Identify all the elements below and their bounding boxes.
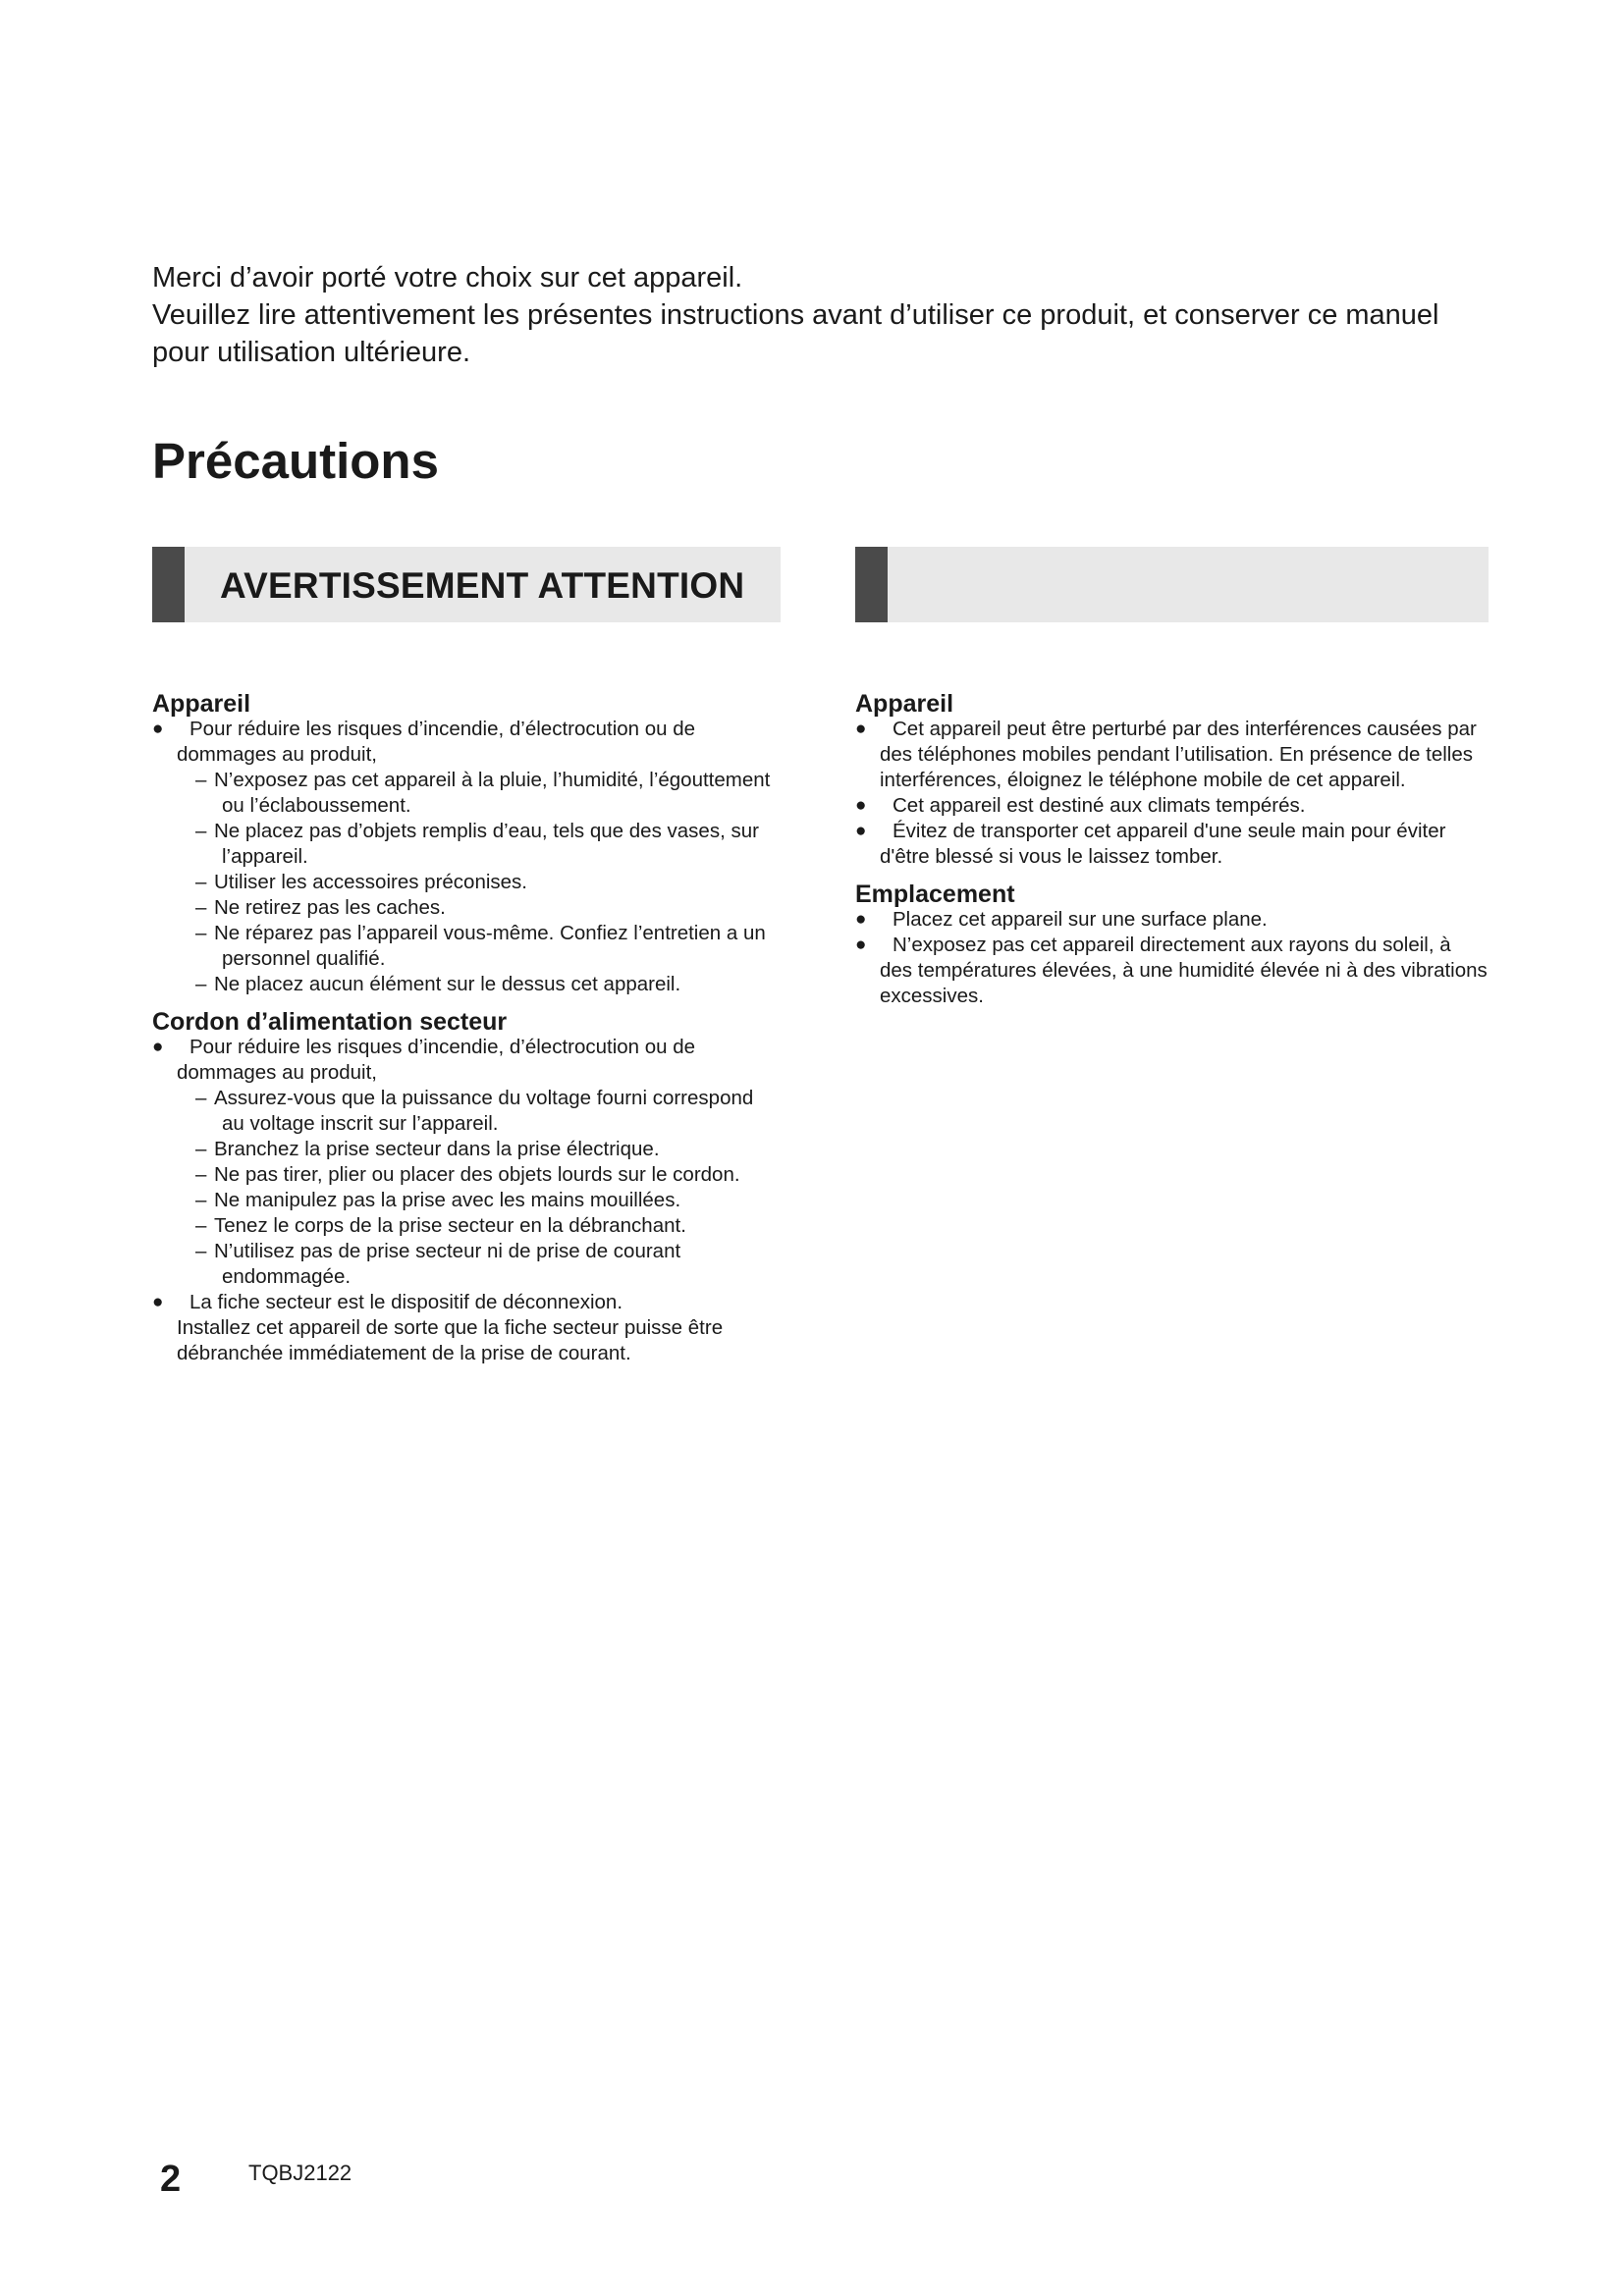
bullet-text: La fiche secteur est le dispositif de déconnexion. <box>189 1291 623 1313</box>
bullet-icon: ● <box>152 1037 164 1057</box>
dash-icon: – <box>195 922 207 944</box>
banner-bar <box>152 547 185 622</box>
list-item <box>855 907 1489 933</box>
bullet-text: Évitez de transporter cet appareil d'une seule main pour éviter d'être blessé si vous le laissez tomber. <box>880 820 1446 868</box>
dash-icon: – <box>195 871 207 893</box>
bullet-list <box>855 717 1489 870</box>
sub-text: Ne placez aucun élément sur le dessus cet appareil. <box>214 973 681 995</box>
sub-list <box>177 1086 781 1290</box>
sub-item <box>177 1137 781 1162</box>
caution-banner <box>855 547 1489 622</box>
intro-line-1: Merci d’avoir porté votre choix sur cet appareil. <box>152 262 743 294</box>
intro-line-2: Veuillez lire attentivement les présentes instructions avant d’utiliser ce produit, et conserver ce manuel pour utilisation ultérieure. <box>152 299 1439 368</box>
bullet-icon: ● <box>855 719 867 739</box>
bullet-text: Cet appareil est destiné aux climats tempérés. <box>893 794 1306 817</box>
bullet-list <box>152 717 781 997</box>
intro-text <box>152 259 1488 371</box>
section-emplacement <box>855 881 1489 1009</box>
left-column <box>152 547 781 1366</box>
note-text: Installez cet appareil de sorte que la fiche secteur puisse être débranchée immédiatement de la prise de courant. <box>177 1316 724 1364</box>
bullet-icon: ● <box>855 934 867 955</box>
bullet-text: Pour réduire les risques d’incendie, d’électrocution ou de dommages au produit, <box>177 718 696 766</box>
document-code: TQBJ2122 <box>248 2161 352 2185</box>
section-cordon <box>152 1009 781 1366</box>
sub-text: Assurez-vous que la puissance du voltage fourni correspond au voltage inscrit sur l’appareil. <box>214 1087 754 1135</box>
bullet-text: Placez cet appareil sur une surface plane. <box>893 908 1268 931</box>
sub-text: Ne pas tirer, plier ou placer des objets lourds sur le cordon. <box>214 1163 740 1186</box>
page-title: Précautions <box>152 433 439 489</box>
sub-item <box>177 819 781 870</box>
sub-item <box>177 895 781 921</box>
bullet-icon: ● <box>152 1292 164 1312</box>
sub-text: Ne réparez pas l’appareil vous-même. Confiez l’entretien a un personnel qualifié. <box>214 922 766 970</box>
list-item <box>855 793 1489 819</box>
sub-text: Ne retirez pas les caches. <box>214 896 446 919</box>
section-appareil-left <box>152 691 781 997</box>
bullet-list <box>152 1035 781 1366</box>
sub-item <box>177 870 781 895</box>
list-item <box>152 717 781 997</box>
right-column <box>855 547 1489 1009</box>
list-item <box>855 819 1489 870</box>
sub-text: Tenez le corps de la prise secteur en la débranchant. <box>214 1214 686 1237</box>
banner-title: AVERTISSEMENT ATTENTION <box>220 565 745 606</box>
warning-banner <box>152 547 781 622</box>
dash-icon: – <box>195 1240 207 1262</box>
bullet-icon: ● <box>152 719 164 739</box>
section-title: Cordon d’alimentation secteur <box>152 1008 508 1036</box>
bullet-icon: ● <box>855 909 867 930</box>
bullet-text: Pour réduire les risques d’incendie, d’électrocution ou de dommages au produit, <box>177 1036 696 1084</box>
sub-text: N’exposez pas cet appareil à la pluie, l’humidité, l’égouttement ou l’éclaboussement. <box>214 769 771 817</box>
bullet-text: Cet appareil peut être perturbé par des interférences causées par des téléphones mobiles pendant l’utilisation. En présence de telles interférences, éloignez le téléphone mobile de cet appareil. <box>880 718 1477 791</box>
dash-icon: – <box>195 1163 207 1186</box>
section-title: Emplacement <box>855 881 1015 908</box>
sub-item <box>177 1162 781 1188</box>
sub-item <box>177 1086 781 1137</box>
dash-icon: – <box>195 1087 207 1109</box>
dash-icon: – <box>195 769 207 791</box>
list-item <box>855 933 1489 1009</box>
bullet-list <box>855 907 1489 1009</box>
dash-icon: – <box>195 1189 207 1211</box>
section-title: Appareil <box>152 690 251 718</box>
bullet-icon: ● <box>855 795 867 816</box>
list-item <box>855 717 1489 793</box>
sub-text: Branchez la prise secteur dans la prise électrique. <box>214 1138 660 1160</box>
sub-item <box>177 972 781 997</box>
sub-item <box>177 921 781 972</box>
sub-item <box>177 768 781 819</box>
banner-bar <box>855 547 888 622</box>
sub-text: N’utilisez pas de prise secteur ni de prise de courant endommagée. <box>214 1240 681 1288</box>
list-item <box>152 1035 781 1290</box>
dash-icon: – <box>195 820 207 842</box>
sub-list <box>177 768 781 997</box>
dash-icon: – <box>195 896 207 919</box>
sub-text: Ne manipulez pas la prise avec les mains mouillées. <box>214 1189 681 1211</box>
dash-icon: – <box>195 973 207 995</box>
bullet-icon: ● <box>855 821 867 841</box>
dash-icon: – <box>195 1138 207 1160</box>
sub-text: Utiliser les accessoires préconises. <box>214 871 528 893</box>
sub-item <box>177 1213 781 1239</box>
page-number: 2 <box>160 2159 182 2200</box>
left-sections <box>152 622 781 1366</box>
section-appareil-right <box>855 691 1489 870</box>
right-sections <box>855 622 1489 1009</box>
dash-icon: – <box>195 1214 207 1237</box>
bullet-text: N’exposez pas cet appareil directement aux rayons du soleil, à des températures élevées, à une humidité élevée ni à des vibrations excessives. <box>880 934 1488 1007</box>
sub-item <box>177 1188 781 1213</box>
list-item <box>152 1290 781 1366</box>
sub-item <box>177 1239 781 1290</box>
section-title: Appareil <box>855 690 954 718</box>
sub-text: Ne placez pas d’objets remplis d’eau, tels que des vases, sur l’appareil. <box>214 820 759 868</box>
